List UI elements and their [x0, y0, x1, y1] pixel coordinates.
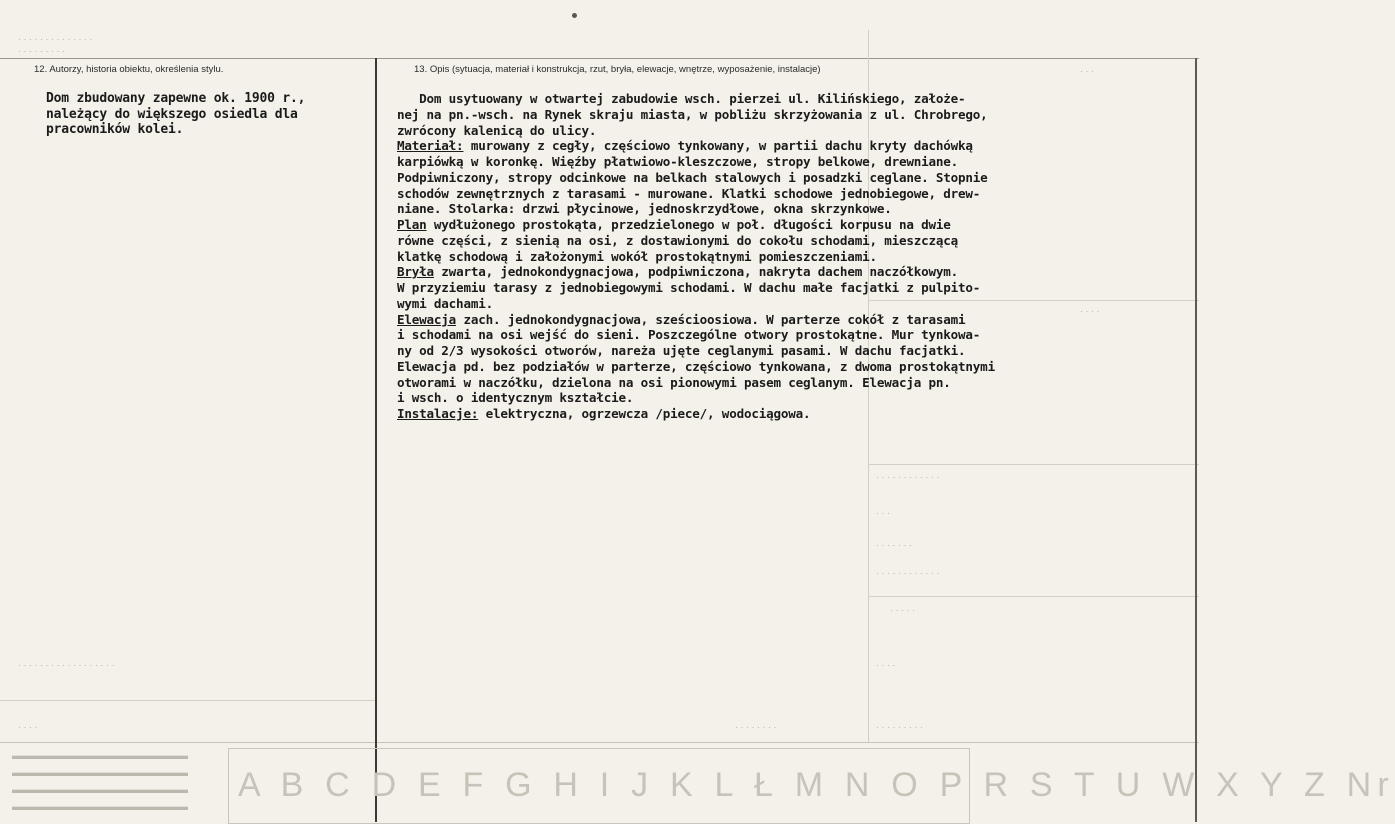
- typed-text: W przyziemiu tarasy z jednobiegowymi schodami. W dachu małe facjatki z pulpito-: [397, 280, 981, 295]
- typed-text: Dom usytuowany w otwartej zabudowie wsch. pierzei ul. Kilińskiego, założe-: [397, 91, 966, 106]
- typed-line: Dom zbudowany zapewne ok. 1900 r.,: [46, 91, 306, 106]
- typed-text: karpiówką w koronkę. Więźby płatwiowo-kleszczowe, stropy belkowe, drewniane.: [397, 154, 959, 169]
- typed-text: i schodami na osi wejść do sieni. Poszczególne otwory prostokątne. Mur tynkowa-: [397, 327, 981, 343]
- section-13-heading: 13. Opis (sytuacja, materiał i konstrukcja, rzut, bryła, elewacje, wnętrze, wyposażenie, instalacje): [414, 64, 821, 75]
- rule-left-faint: [0, 700, 375, 701]
- typed-line: [397, 359, 995, 375]
- typed-line: [397, 107, 995, 123]
- typed-text: murowany z cegły, częściowo tynkowany, w partii dachu kryty dachówką: [463, 138, 973, 154]
- typed-line: [397, 264, 995, 280]
- ghost-print-stamp: ▬▬▬▬▬▬▬▬▬▬▬▬▬▬▬▬ ▬▬▬▬▬▬▬▬▬▬▬▬▬▬▬▬ ▬▬▬▬▬▬▬▬▬▬▬▬▬▬▬▬ ▬▬▬▬▬▬▬▬▬▬▬▬▬▬▬▬: [12, 750, 188, 813]
- typed-text: schodów zewnętrznych z tarasami - murowane. Klatki schodowe jednobiegowe, drew-: [397, 185, 981, 201]
- typed-line: [397, 201, 995, 217]
- ghost-print-right-1: · · · · · · · · · · · ·: [876, 472, 940, 482]
- typed-line: [397, 186, 995, 202]
- typed-line: [397, 375, 995, 391]
- typed-line: [397, 233, 995, 249]
- typed-line: [397, 170, 995, 186]
- rule-right-faint-3: [868, 596, 1199, 597]
- underlined-keyword: Elewacja: [397, 311, 457, 327]
- ghost-print-mid: · · · · · · · ·: [735, 722, 777, 732]
- alphabet-index-strip: A B C D E F G H I J K L Ł M N O P R S T U W X Y Z Nr: [238, 766, 1395, 804]
- ghost-print-top-2: · · · · · · · · ·: [18, 46, 65, 56]
- rule-right-faint-2: [868, 464, 1199, 465]
- rule-top: [0, 58, 1199, 59]
- typed-line: [397, 91, 995, 107]
- underlined-keyword: Materiał:: [397, 138, 464, 154]
- ghost-print-right-4: · · · · · · · · · · · ·: [876, 568, 940, 578]
- ghost-print-top: · · · · · · · · · · · · · ·: [18, 34, 93, 44]
- typed-text: wymi dachami.: [397, 295, 493, 311]
- ghost-print-right-2: · · ·: [876, 508, 890, 518]
- typed-text: zwarta, jednokondygnacjowa, podpiwniczona, nakryta dachem naczółkowym.: [433, 264, 959, 280]
- underlined-keyword: Plan: [397, 217, 427, 232]
- typed-line: [397, 406, 995, 422]
- ghost-print-right-6: · · · ·: [876, 660, 896, 670]
- typed-text: klatkę schodową i założonymi wokół prostokątnymi pomieszczeniami.: [397, 248, 877, 264]
- rule-bottom-section: [0, 742, 1199, 743]
- typed-text: ny od 2/3 wysokości otworów, nareża ujęte ceglanymi pasami. W dachu facjatki.: [397, 343, 966, 358]
- typed-text: otworami w naczółku, dzielona na osi pionowymi pasem ceglanym. Elewacja pn.: [397, 374, 951, 390]
- typed-text: równe części, z sienią na osi, z dostawionymi do cokołu schodami, mieszczącą: [397, 232, 959, 248]
- typed-line: [397, 327, 995, 343]
- typed-line: [397, 217, 995, 233]
- typed-text: Elewacja pd. bez podziałów w parterze, częściowo tynkowana, z dwoma prostokątnymi: [397, 358, 995, 374]
- typed-line: [397, 343, 995, 359]
- ghost-print-left-1: · · · · · · · · · · · · · · · · · ·: [18, 660, 115, 670]
- typed-line: [397, 249, 995, 265]
- section-13-text: [397, 91, 995, 422]
- typed-line: [397, 138, 995, 154]
- typed-line: [397, 154, 995, 170]
- typed-text: niane. Stolarka: drzwi płycinowe, jednoskrzydłowe, okna skrzynkowe.: [397, 201, 892, 217]
- ghost-print-mid-2: · · · · · · · · ·: [876, 722, 923, 732]
- typed-text: i wsch. o identycznym kształcie.: [397, 390, 634, 406]
- ghost-print-right-5: · · · · ·: [890, 605, 915, 615]
- typed-text: Podpiwniczony, stropy odcinkowe na belkach stalowych i posadzki ceglane. Stopnie: [397, 169, 988, 185]
- typed-line: [397, 296, 995, 312]
- typed-line: [397, 280, 995, 296]
- ghost-print-far-right: · · ·: [1080, 66, 1094, 76]
- typed-line: [397, 123, 995, 139]
- typed-line: należący do większego osiedla dla: [46, 106, 298, 122]
- typed-text: zach. jednokondygnacjowa, sześcioosiowa. W parterze cokół z tarasami: [456, 311, 966, 327]
- typed-line: pracowników kolei.: [46, 122, 184, 138]
- section-12-heading: 12. Autorzy, historia obiektu, określenia stylu.: [34, 64, 224, 75]
- section-12-text: [46, 91, 305, 138]
- underlined-keyword: Instalacje:: [397, 406, 479, 421]
- right-edge: [1195, 58, 1197, 822]
- ghost-print-right-3: · · · · · · ·: [876, 540, 912, 550]
- ghost-print-left-2: · · · ·: [18, 722, 38, 732]
- column-divider: [375, 58, 377, 822]
- typed-text: zwrócony kalenicą do ulicy.: [397, 122, 597, 138]
- ghost-print-far-right-2: · · · ·: [1080, 306, 1100, 316]
- typed-line: [397, 390, 995, 406]
- typed-text: elektryczna, ogrzewcza /piece/, wodociągowa.: [478, 406, 811, 421]
- typed-line: [397, 312, 995, 328]
- ink-dot: [572, 13, 577, 18]
- typed-text: nej na pn.-wsch. na Rynek skraju miasta, w pobliżu skrzyżowania z ul. Chrobrego,: [397, 106, 988, 122]
- underlined-keyword: Bryła: [397, 264, 434, 280]
- typed-text: wydłużonego prostokąta, przedzielonego w poł. długości korpusu na dwie: [426, 217, 951, 232]
